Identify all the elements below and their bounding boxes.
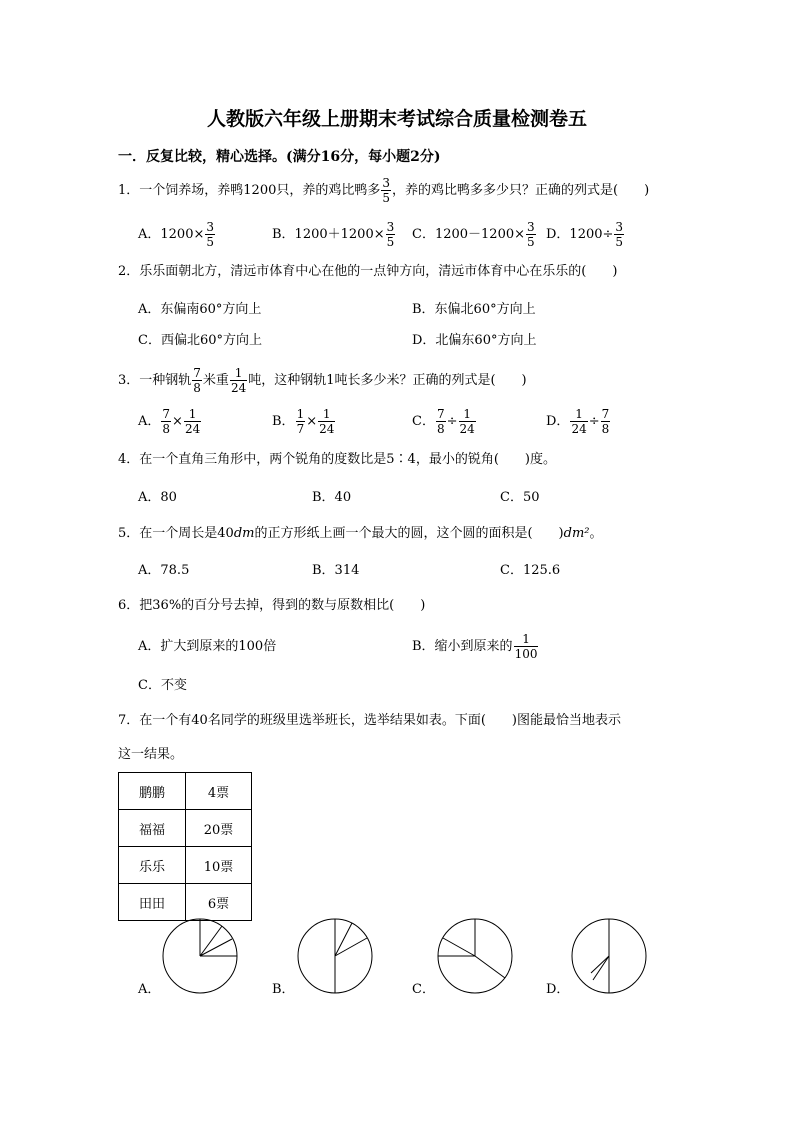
- q3-option-a[interactable]: A． $\frac{7}{8}$ × $\frac{1}{24}$: [138, 407, 201, 436]
- q7-option-b[interactable]: B．: [272, 982, 295, 997]
- q3-option-d[interactable]: D． $\frac{1}{24}$ ÷ $\frac{7}{8}$: [546, 407, 610, 436]
- table-row: 田田 6票: [119, 884, 252, 921]
- q2-option-d[interactable]: D．北偏东60°方向上: [412, 333, 537, 348]
- q3-option-c[interactable]: C． $\frac{7}{8}$ ÷ $\frac{1}{24}$: [412, 407, 475, 436]
- pie-chart-b: [297, 918, 373, 994]
- question-6: 6．把36%的百分号去掉，得到的数与原数相比( ): [118, 598, 426, 613]
- vote-table: [118, 772, 252, 921]
- q7-option-a[interactable]: A．: [138, 982, 161, 997]
- pie-chart-c: [437, 918, 513, 994]
- q1-option-a[interactable]: A．1200× $\frac{3}{5}$: [138, 220, 215, 249]
- question-7-line2: 这一结果。: [118, 747, 184, 762]
- table-row: 福福 20票: [119, 810, 252, 847]
- q7-option-d[interactable]: D．: [546, 982, 570, 997]
- q4-option-c[interactable]: C．50: [500, 490, 540, 505]
- q1-fraction: $\frac{3}{5}$: [382, 176, 390, 205]
- question-7-line1: 7．在一个有40名同学的班级里选举班长，选举结果如表。下面( )图能最恰当地表示: [118, 713, 621, 728]
- q5-option-c[interactable]: C．125.6: [500, 563, 561, 578]
- q3-option-b[interactable]: B． $\frac{1}{7}$ × $\frac{1}{24}$: [272, 407, 335, 436]
- section-heading: 一．反复比较，精心选择。(满分16分，每小题2分): [118, 149, 441, 165]
- q1-option-b[interactable]: B．1200＋1200× $\frac{3}{5}$: [272, 220, 395, 249]
- q2-option-b[interactable]: B．东偏北60°方向上: [412, 302, 536, 317]
- page-title: 人教版六年级上册期末考试综合质量检测卷五: [206, 108, 587, 130]
- q1-option-c[interactable]: C．1200－1200× $\frac{3}{5}$: [412, 220, 535, 249]
- q1-option-d[interactable]: D．1200÷ $\frac{3}{5}$: [546, 220, 624, 249]
- question-4: 4．在一个直角三角形中，两个锐角的度数比是5∶4，最小的锐角( )度。: [118, 452, 556, 467]
- q6-option-a[interactable]: A．扩大到原来的100倍: [138, 639, 277, 654]
- q6-option-c[interactable]: C．不变: [138, 678, 187, 693]
- q1-text-pre: 1．一个饲养场，养鸭1200只，养的鸡比鸭多: [118, 183, 381, 198]
- q5-option-b[interactable]: B．314: [312, 563, 360, 578]
- table-row: 鹏鹏 4票: [119, 773, 252, 810]
- q2-option-a[interactable]: A．东偏南60°方向上: [138, 302, 262, 317]
- question-3: 3．一种钢轨 $\frac{7}{8}$ 米重 $\frac{1}{24}$ 吨，这种钢轨1吨长多少米？正确的列式是( ): [118, 366, 527, 395]
- q7-option-c[interactable]: C．: [412, 982, 435, 997]
- pie-chart-d: [571, 918, 647, 994]
- question-2: 2．乐乐面朝北方，清远市体育中心在他的一点钟方向，清远市体育中心在乐乐的( ): [118, 264, 618, 279]
- q6-option-b[interactable]: B．缩小到原来的 $\frac{1}{100}$: [412, 632, 538, 661]
- q2-option-c[interactable]: C．西偏北60°方向上: [138, 333, 262, 348]
- pie-chart-a: [162, 918, 238, 994]
- question-5: 5．在一个周长是40dm的正方形纸上画一个最大的圆，这个圆的面积是( )dm²。: [118, 526, 603, 541]
- q5-option-a[interactable]: A．78.5: [138, 563, 190, 578]
- question-1: [118, 176, 649, 205]
- table-row: 乐乐 10票: [119, 847, 252, 884]
- q1-text-post: ，养的鸡比鸭多多少只？正确的列式是( ): [392, 183, 650, 198]
- q4-option-a[interactable]: A．80: [138, 490, 177, 505]
- q4-option-b[interactable]: B．40: [312, 490, 352, 505]
